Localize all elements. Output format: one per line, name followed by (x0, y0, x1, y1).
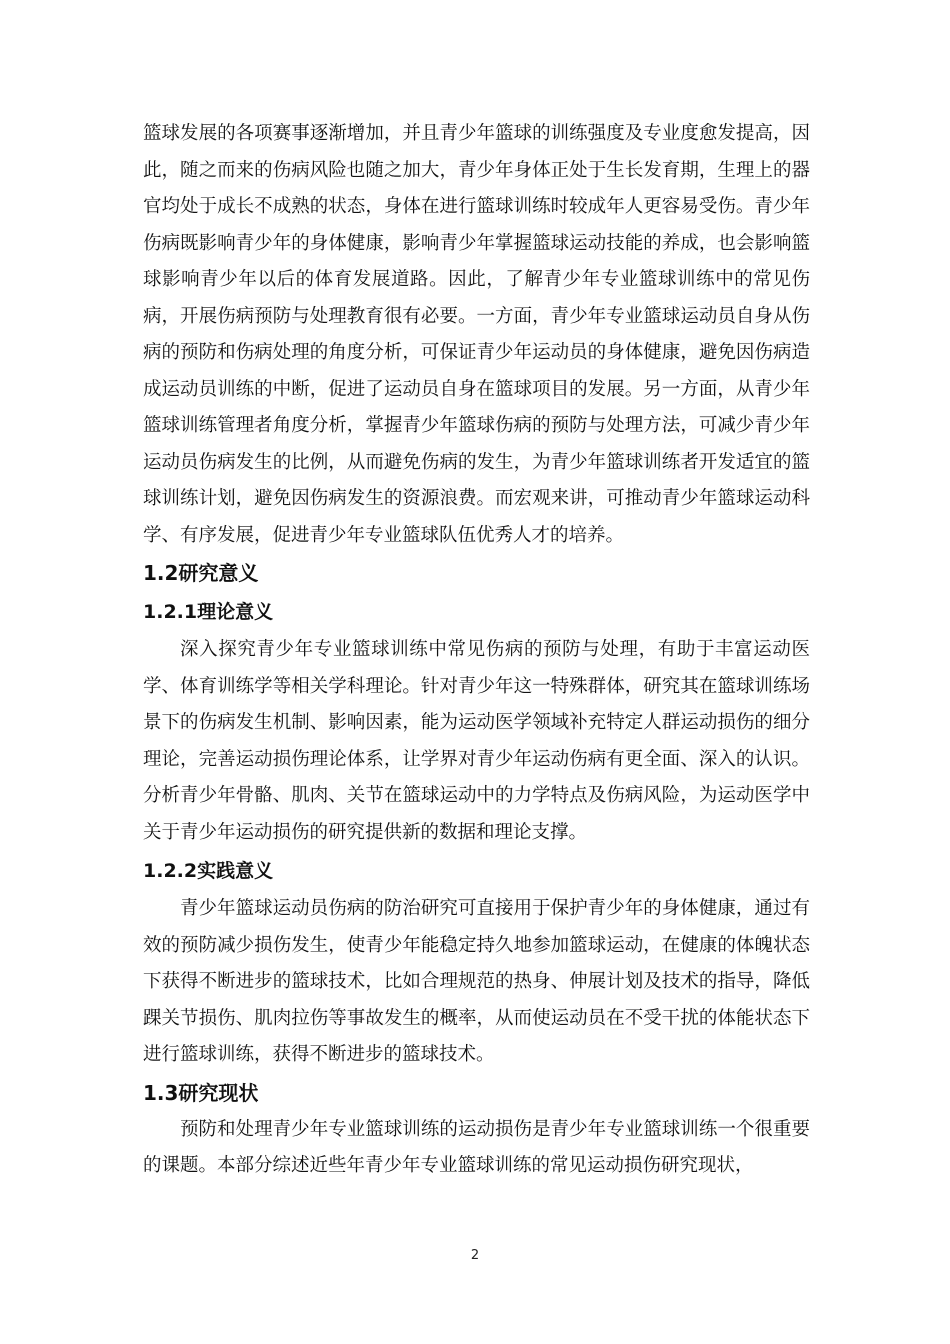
heading-practical-significance: 1.2.2实践意义 (143, 860, 274, 882)
heading-theoretical-significance: 1.2.1理论意义 (143, 601, 274, 623)
paragraph-research-status: 预防和处理青少年专业篮球训练的运动损伤是青少年专业篮球训练一个很重要的课题。本部分综述近些年青少年专业篮球训练的常见运动损伤研究现状， (143, 1118, 810, 1176)
paragraph-theoretical-significance: 深入探究青少年专业篮球训练中常见伤病的预防与处理，有助于丰富运动医学、体育训练学等相关学科理论。针对青少年这一特殊群体，研究其在篮球训练场景下的伤病发生机制、影响因素，能为运动医学领域补充特定人群运动损伤的细分理论，完善运动损伤理论体系，让学界对青少年运动伤病有更全面、深入的认识。分析青少年骨骼、肌肉、关节在篮球运动中的力学特点及伤病风险，为运动医学中关于青少年运动损伤的研究提供新的数据和理论支撑。 (143, 639, 810, 843)
document-body (143, 116, 810, 1185)
paragraph-background: 篮球发展的各项赛事逐渐增加，并且青少年篮球的训练强度及专业度愈发提高，因此，随之而来的伤病风险也随之加大，青少年身体正处于生长发育期，生理上的器官均处于成长不成熟的状态，身体在进行篮球训练时较成年人更容易受伤。青少年伤病既影响青少年的身体健康，影响青少年掌握篮球运动技能的养成，也会影响篮球影响青少年以后的体育发展道路。因此，了解青少年专业篮球训练中的常见伤病，开展伤病预防与处理教育很有必要。一方面，青少年专业篮球运动员自身从伤病的预防和伤病处理的角度分析，可保证青少年运动员的身体健康，避免因伤病造成运动员训练的中断，促进了运动员自身在篮球项目的发展。另一方面，从青少年篮球训练管理者角度分析，掌握青少年篮球伤病的预防与处理方法，可减少青少年运动员伤病发生的比例，从而避免伤病的发生，为青少年篮球训练者开发适宜的篮球训练计划，避免因伤病发生的资源浪费。而宏观来讲，可推动青少年篮球运动科学、有序发展，促进青少年专业篮球队伍优秀人才的培养。 (143, 123, 810, 546)
paragraph-practical-significance: 青少年篮球运动员伤病的防治研究可直接用于保护青少年的身体健康，通过有效的预防减少损伤发生，使青少年能稳定持久地参加篮球运动，在健康的体魄状态下获得不断进步的篮球技术，比如合理规范的热身、伸展计划及技术的指导，降低踝关节损伤、肌肉拉伤等事故发生的概率，从而使运动员在不受干扰的体能状态下进行篮球训练，获得不断进步的篮球技术。 (143, 898, 810, 1065)
heading-research-status: 1.3研究现状 (143, 1080, 259, 1105)
heading-research-significance: 1.2研究意义 (143, 561, 259, 585)
page-number: 2 (470, 1248, 480, 1263)
